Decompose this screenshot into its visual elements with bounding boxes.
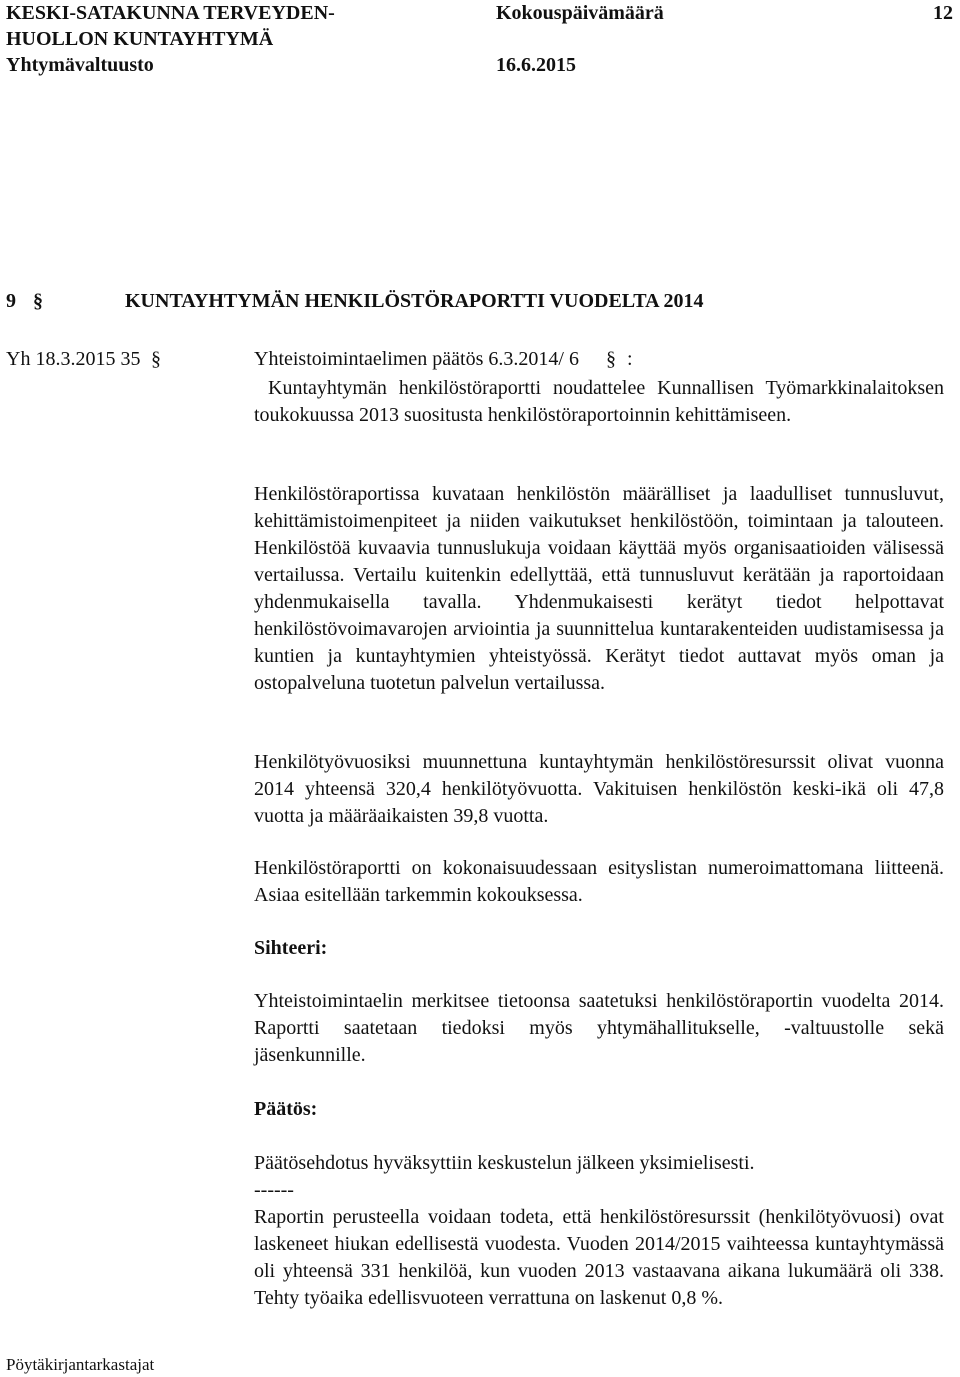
paragraph-text: Henkilöstöraportti on kokonaisuudessaan esityslistan numeroimattomana liitteenä. Asiaa esitellään tarkemmin kokouksessa. [254, 857, 944, 906]
secretary-label: Sihteeri: [254, 937, 328, 959]
section-symbol: § [33, 290, 43, 312]
meeting-reference-symbol: § [151, 348, 161, 370]
decision-reference-colon: : [627, 348, 633, 370]
paragraph-text: Yhteistoimintaelin merkitsee tietoonsa saatetuksi henkilöstöraportin vuodelta 2014. Raportti saatetaan tiedoksi myös yhtymähallitukselle, -valtuustolle sekä jäsenkunnille. [254, 990, 944, 1066]
paragraph-text: Päätösehdotus hyväksyttiin keskustelun jälkeen yksimielisesti. [254, 1152, 755, 1174]
governing-body: Yhtymävaltuusto [6, 54, 154, 76]
decision-separator [254, 1177, 944, 1204]
decision-details [254, 1204, 944, 1312]
report-description-paragraph [254, 481, 944, 697]
attachment-paragraph [254, 855, 944, 909]
intro-paragraph [254, 375, 944, 429]
decision-label: Päätös: [254, 1098, 318, 1120]
section-number: 9 [6, 290, 16, 312]
decision-reference-symbol: § [606, 348, 616, 370]
organization-name-line2: HUOLLON KUNTAYHTYMÄ [6, 28, 274, 50]
paragraph-text: Kuntayhtymän henkilöstöraportti noudattelee Kunnallisen Työmarkkinalaitoksen toukokuussa 2013 suositusta henkilöstöraportoinnin kehittämiseen. [254, 377, 944, 426]
section-title: KUNTAYHTYMÄN HENKILÖSTÖRAPORTTI VUODELTA 2014 [125, 290, 704, 312]
date-label: Kokouspäivämäärä [496, 2, 664, 24]
workforce-figures-paragraph [254, 749, 944, 830]
paragraph-text: Henkilötyövuosiksi muunnettuna kuntayhtymän henkilöstöresurssit olivat vuonna 2014 yhteensä 320,4 henkilötyövuotta. Vakituisen henkilöstön keski-ikä oli 47,8 vuotta ja määräaikaisten 39,8 vuotta. [254, 751, 944, 827]
decision-statement [254, 1150, 944, 1177]
meeting-reference: Yh 18.3.2015 35 [6, 348, 141, 370]
decision-reference: Yhteistoimintaelimen päätös 6.3.2014/ 6 [254, 348, 579, 370]
page-number: 12 [933, 2, 953, 24]
separator-text: ------ [254, 1179, 294, 1201]
paragraph-text: Henkilöstöraportissa kuvataan henkilöstön määrälliset ja laadulliset tunnusluvut, kehittämistoimenpiteet ja niiden vaikutukset henkilöstöön, toimintaan ja talouteen. Henkilöstöä kuvaavia tunnuslukuja voidaan käyttää myös organisaatioiden välisessä vertailussa. Vertailu kuitenkin edellyttää, että tunnusluvut kerätään ja raportoidaan yhdenmukaisella tavalla. Yhdenmukaisesti kerätyt tiedot helpottavat henkilöstövoimavarojen arviointia ja suunnittelua kuntarakenteiden uudistamisessa ja kuntien ja kuntayhtymien yhteistyössä. Kerätyt tiedot auttavat myös oman ja ostopalveluna tuotetun palvelun vertailussa. [254, 483, 944, 694]
meeting-date: 16.6.2015 [496, 54, 576, 76]
organization-name-line1: KESKI-SATAKUNNA TERVEYDEN- [6, 2, 335, 24]
paragraph-text: Raportin perusteella voidaan todeta, että henkilöstöresurssit (henkilötyövuosi) ovat laskeneet hiukan edellisestä vuodesta. Vuoden 2014/2015 vaihteessa kuntayhtymässä oli yhteensä 331 henkilöä, kun vuoden 2013 vastaavana aikana lukumäärä oli 338. Tehty työaika edellisvuoteen verrattuna on laskenut 0,8 %. [254, 1206, 944, 1309]
footer-label: Pöytäkirjantarkastajat [6, 1355, 155, 1374]
secretary-proposal [254, 988, 944, 1069]
